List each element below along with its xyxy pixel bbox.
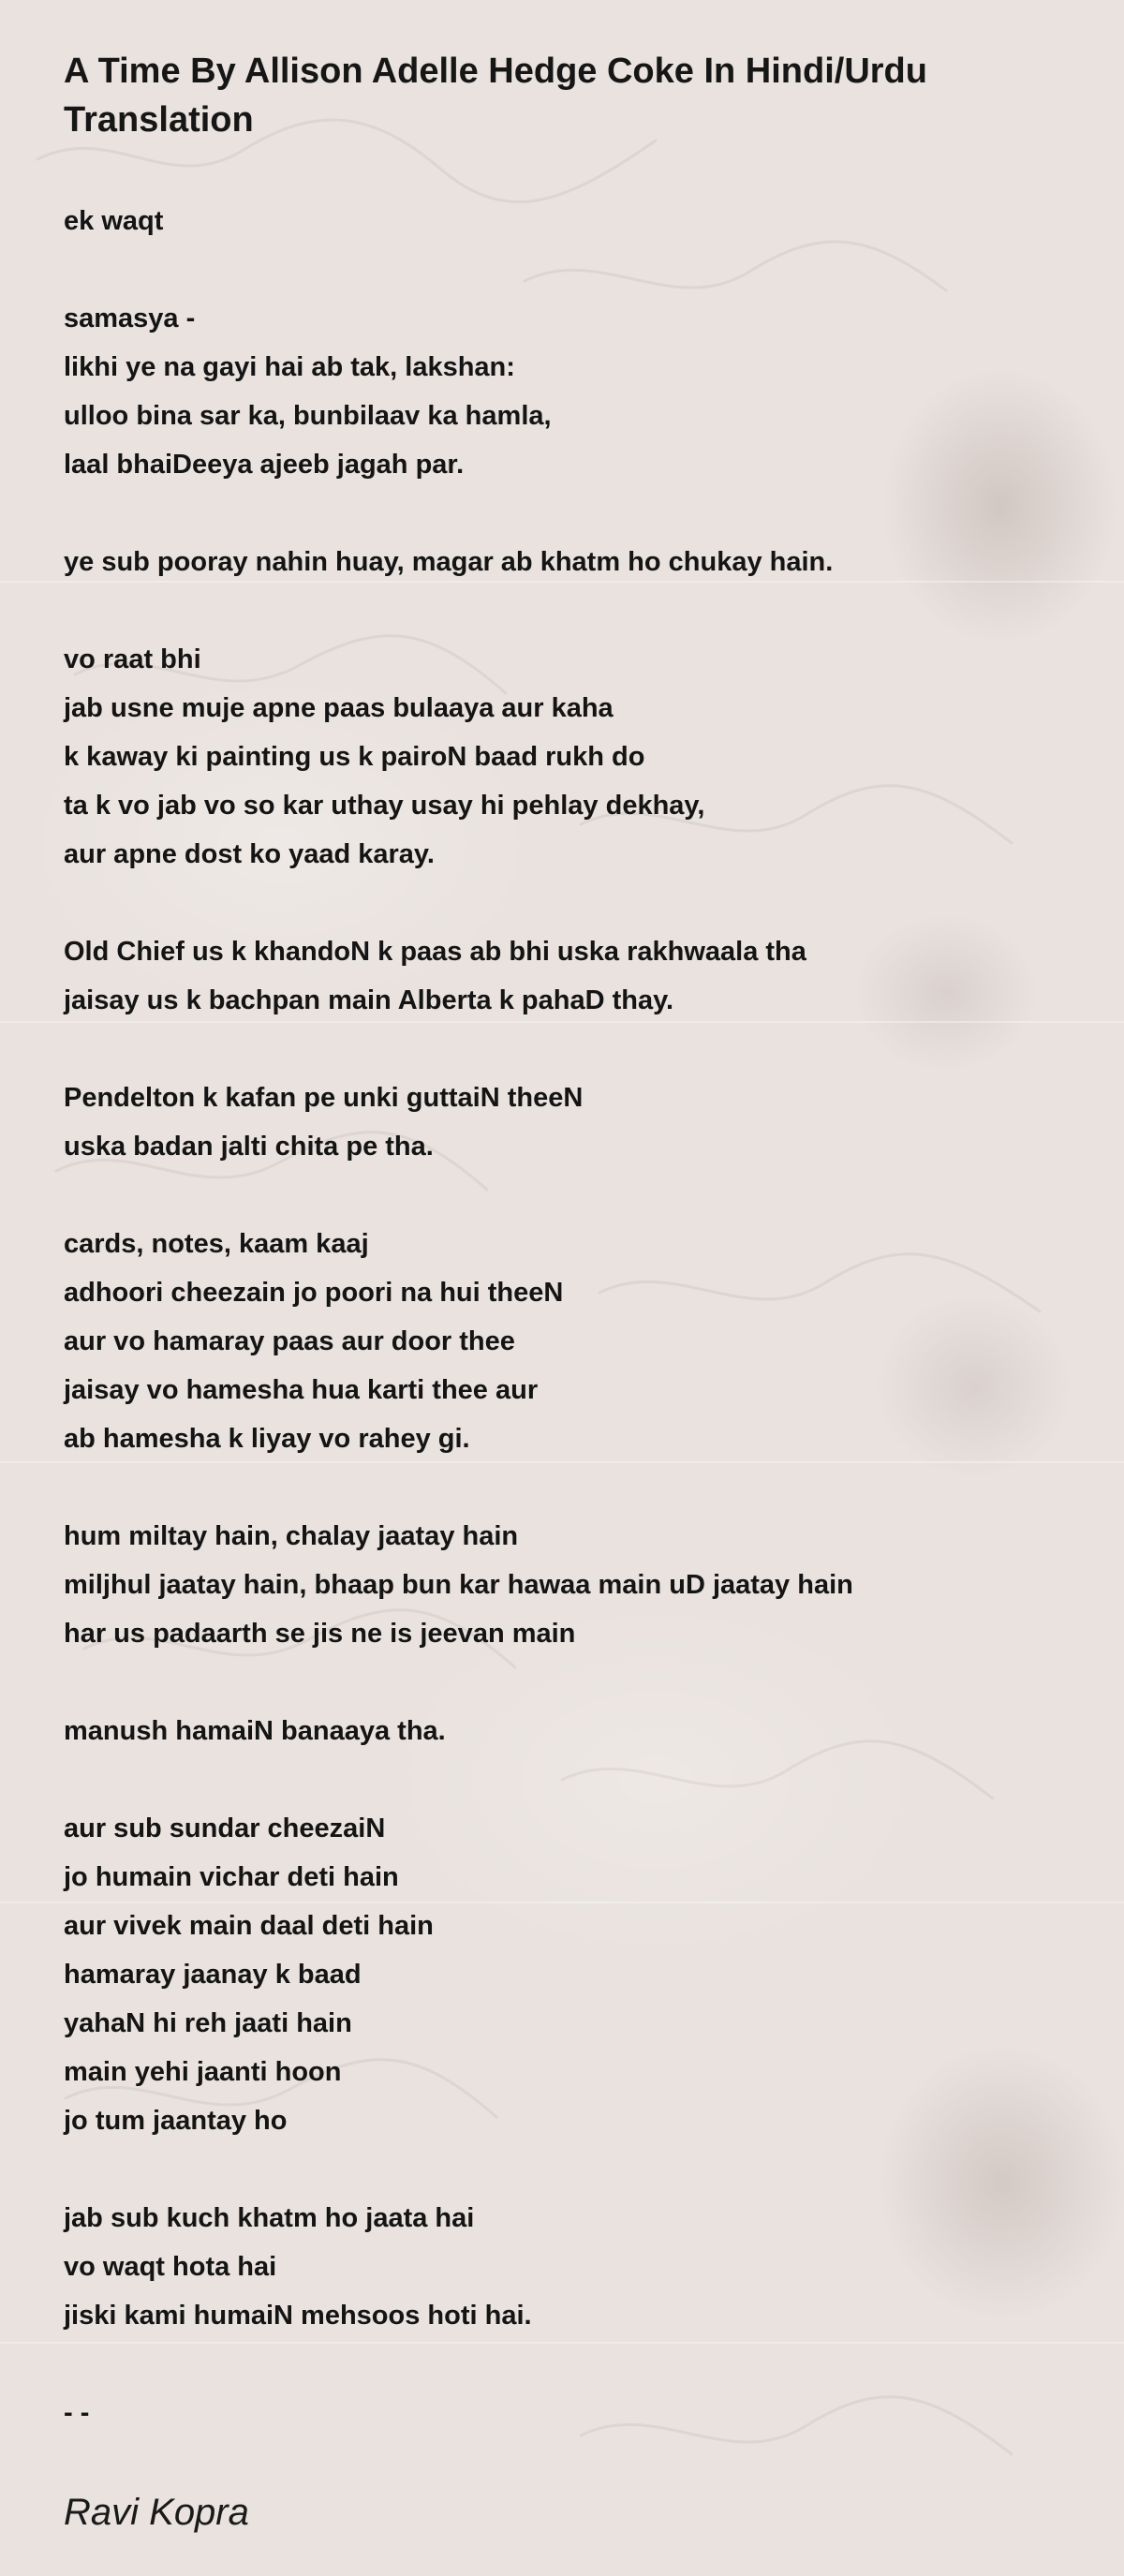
poem-line: jo tum jaantay ho bbox=[64, 2106, 288, 2136]
stanza-gap bbox=[64, 1463, 1075, 1512]
stanza-gap bbox=[64, 489, 1075, 538]
poem-line: ta k vo jab vo so kar uthay usay hi pehlay dekhay, bbox=[64, 791, 705, 821]
poem-line: likhi ye na gayi hai ab tak, lakshan: bbox=[64, 352, 515, 382]
poem-line: aur apne dost ko yaad karay. bbox=[64, 839, 435, 869]
poem-line: aur vo hamaray paas aur door thee bbox=[64, 1326, 515, 1356]
stanza bbox=[64, 1512, 1075, 1658]
stanza bbox=[64, 2389, 1075, 2437]
poem-line: miljhul jaatay hain, bhaap bun kar hawaa main uD jaatay hain bbox=[64, 1570, 853, 1600]
poem-line: hamaray jaanay k baad bbox=[64, 1960, 362, 1990]
stanza-gap bbox=[64, 245, 1075, 294]
stanza-gap bbox=[64, 2340, 1075, 2389]
poem-line: aur vivek main daal deti hain bbox=[64, 1911, 434, 1941]
stanza-gap bbox=[64, 2145, 1075, 2194]
poem-container bbox=[64, 47, 1075, 2539]
stanza-gap bbox=[64, 1658, 1075, 1707]
poem-line: uska badan jalti chita pe tha. bbox=[64, 1132, 434, 1162]
poem-line: yahaN hi reh jaati hain bbox=[64, 2008, 352, 2038]
translator-signature: Ravi Kopra bbox=[64, 2492, 249, 2533]
stanza-gap bbox=[64, 1171, 1075, 1220]
poem-line: k kaway ki painting us k pairoN baad rukh do bbox=[64, 742, 645, 772]
poem-line: jo humain vichar deti hain bbox=[64, 1862, 399, 1892]
stanza bbox=[64, 294, 1075, 489]
poem-line: laal bhaiDeeya ajeeb jagah par. bbox=[64, 450, 465, 480]
poem-line: manush hamaiN banaaya tha. bbox=[64, 1716, 446, 1746]
stanza bbox=[64, 538, 1075, 586]
poem-line: ek waqt bbox=[64, 206, 164, 236]
stanza-gap bbox=[64, 1025, 1075, 1073]
poem-line: har us padaarth se jis ne is jeevan main bbox=[64, 1619, 576, 1649]
poem-line: - - bbox=[64, 2398, 90, 2428]
poem-line: cards, notes, kaam kaaj bbox=[64, 1229, 369, 1259]
stanza bbox=[64, 1073, 1075, 1171]
stanza bbox=[64, 1707, 1075, 1755]
poem-line: jaisay us k bachpan main Alberta k pahaD thay. bbox=[64, 985, 674, 1015]
stanza bbox=[64, 197, 1075, 245]
poem-line: ulloo bina sar ka, bunbilaav ka hamla, bbox=[64, 401, 552, 431]
poem-body bbox=[64, 197, 1075, 2437]
poem-line: samasya - bbox=[64, 303, 196, 333]
stanza bbox=[64, 635, 1075, 879]
stanza-gap bbox=[64, 1755, 1075, 1804]
stanza bbox=[64, 1804, 1075, 2145]
poem-line: jiski kami humaiN mehsoos hoti hai. bbox=[64, 2301, 532, 2331]
poem-line: main yehi jaanti hoon bbox=[64, 2057, 342, 2087]
poem-line: Pendelton k kafan pe unki guttaiN theeN bbox=[64, 1083, 584, 1113]
poem-line: Old Chief us k khandoN k paas ab bhi uska rakhwaala tha bbox=[64, 937, 806, 967]
poem-line: jab sub kuch khatm ho jaata hai bbox=[64, 2203, 475, 2233]
poem-line: aur sub sundar cheezaiN bbox=[64, 1814, 386, 1843]
poem-line: hum miltay hain, chalay jaatay hain bbox=[64, 1521, 519, 1551]
stanza bbox=[64, 2194, 1075, 2340]
stanza-gap bbox=[64, 586, 1075, 635]
poem-line: jab usne muje apne paas bulaaya aur kaha bbox=[64, 693, 614, 723]
poem-line: vo waqt hota hai bbox=[64, 2252, 277, 2282]
poem-title: A Time By Allison Adelle Hedge Coke In Hindi/Urdu Translation bbox=[64, 52, 927, 140]
poem-line: vo raat bhi bbox=[64, 644, 201, 674]
poem-line: jaisay vo hamesha hua karti thee aur bbox=[64, 1375, 539, 1405]
stanza bbox=[64, 1220, 1075, 1463]
poem-line: adhoori cheezain jo poori na hui theeN bbox=[64, 1278, 564, 1308]
stanza-gap bbox=[64, 879, 1075, 927]
poem-line: ye sub pooray nahin huay, magar ab khatm ho chukay hain. bbox=[64, 547, 834, 577]
poem-line: ab hamesha k liyay vo rahey gi. bbox=[64, 1424, 470, 1454]
stanza bbox=[64, 927, 1075, 1025]
